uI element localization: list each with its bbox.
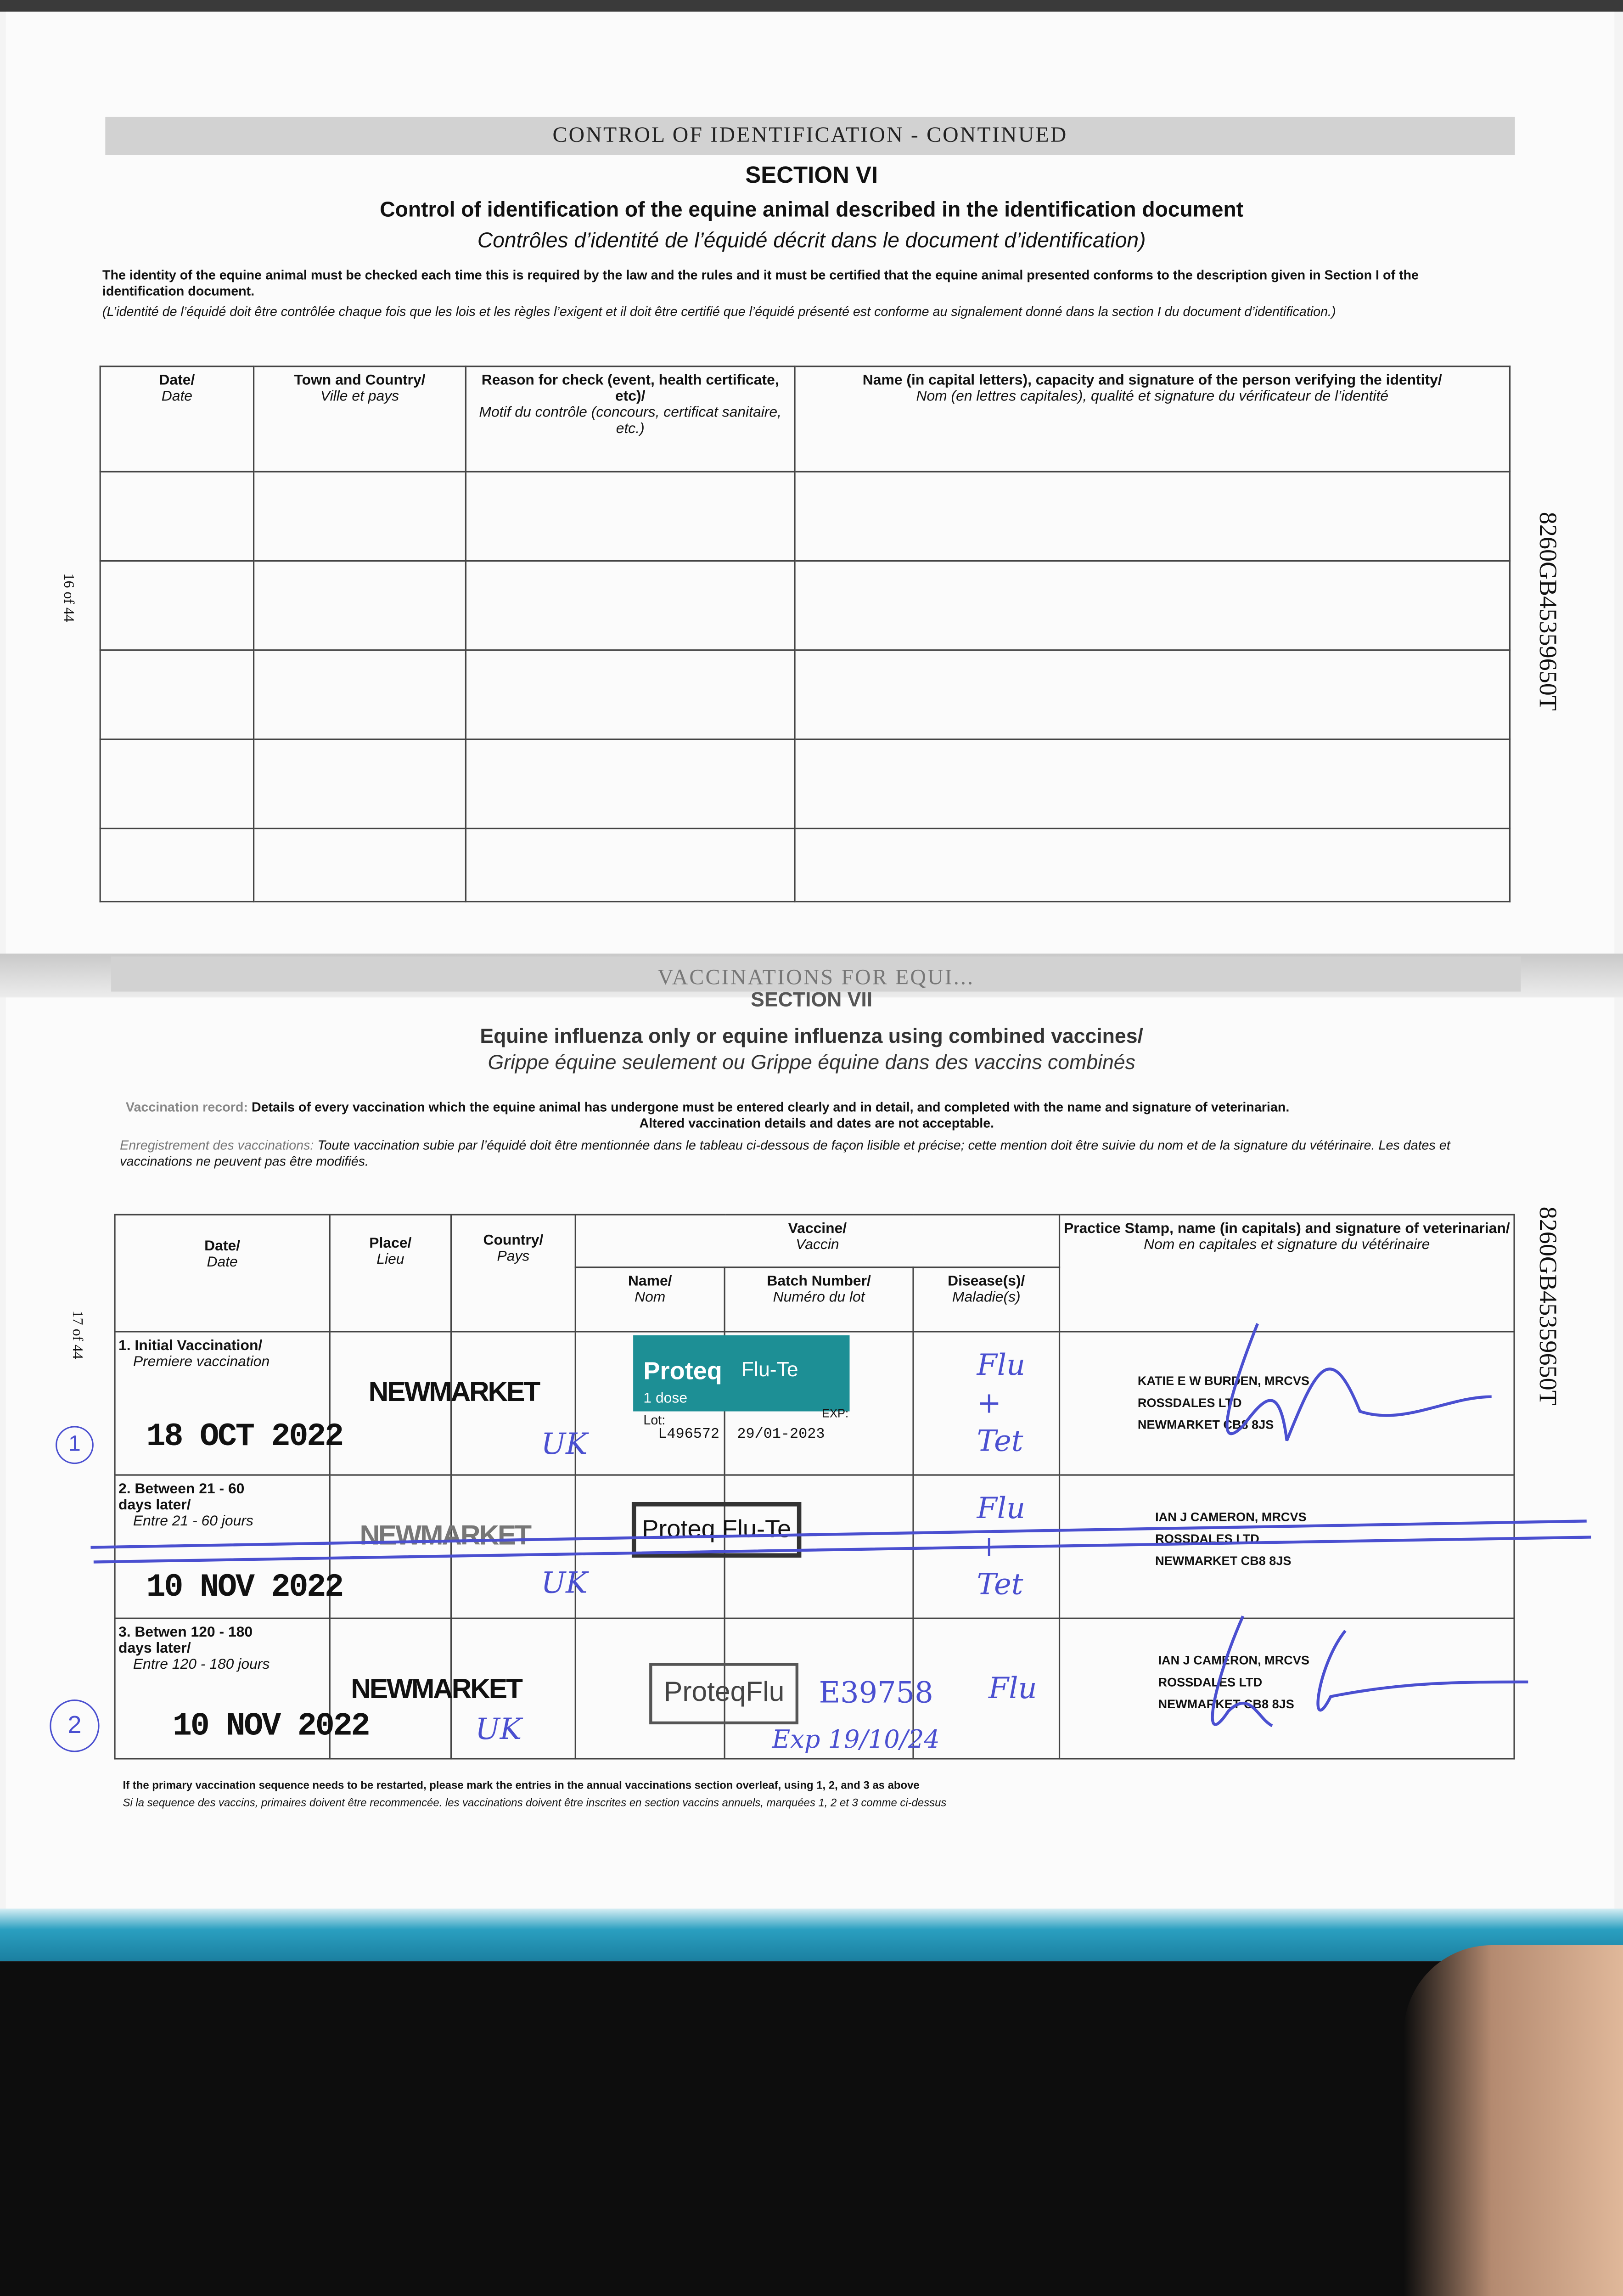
col-reason: Reason for check (event, health certificate, etc)/ Motif du contrôle (concours, certificat sanitaire, etc.) — [466, 366, 795, 472]
vet-signature — [1199, 1309, 1506, 1456]
date-stamp: 10 NOV 2022 — [172, 1708, 369, 1745]
date-stamp: 18 OCT 2022 — [146, 1418, 343, 1456]
intro-en: The identity of the equine animal must be checked each time this is required by the law and the rules and it must be certified that the equine animal presented conforms to the description given in Section I of the identification document. — [102, 267, 1419, 298]
scan-edge — [0, 0, 1623, 11]
col-batch: Batch Number/ Numéro du lot — [724, 1267, 913, 1332]
country-handwritten: UK — [541, 1426, 588, 1461]
page-number: 17 of 44 — [68, 1310, 85, 1359]
vet-stamp: KATIE E W BURDEN, MRCVS ROSSDALES LTD NEWMARKET CB8 8JS — [1137, 1373, 1309, 1432]
table-row — [100, 561, 1510, 650]
vaccine-stamp: ProteqFlu — [649, 1663, 799, 1724]
batch-handwritten: E39758 — [819, 1674, 933, 1710]
vet-stamp: IAN J CAMERON, MRCVS ROSSDALES LTD NEWMARKET CB8 8JS — [1158, 1653, 1309, 1711]
circled-mark: 2 — [50, 1699, 99, 1752]
title-fr: Contrôles d’identité de l’équidé décrit dans le document d’identification) — [477, 230, 1146, 253]
place-stamp: NEWMARKET — [359, 1521, 530, 1552]
disease-handwritten: Flu — [988, 1670, 1037, 1705]
col-town: Town and Country/ Ville et pays — [254, 366, 466, 472]
table-row — [100, 650, 1510, 739]
col-date: Date/ Date — [115, 1215, 330, 1332]
strikethrough-lines — [88, 1514, 1594, 1572]
place-stamp: NEWMARKET — [351, 1674, 522, 1705]
country-handwritten: UK — [475, 1711, 522, 1746]
col-vaccine-name: Name/ Nom — [575, 1267, 724, 1332]
title-en-2: Equine influenza only or equine influenza using combined vaccines/ — [480, 1024, 1143, 1047]
col-verifier: Name (in capital letters), capacity and signature of the person verifying the identity/ Nom (en lettres capitales), qualité et signature du vérificateur de l’identité — [795, 366, 1510, 472]
table-row: 1. Initial Vaccination/ Premiere vaccination — [115, 1332, 1514, 1475]
expiry-handwritten: Exp 19/10/24 — [772, 1726, 940, 1755]
date-stamp: 10 NOV 2022 — [146, 1569, 343, 1606]
header-bar-2: VACCINATIONS FOR EQUI... — [111, 957, 1521, 991]
vet-signature — [1170, 1609, 1535, 1756]
document-id: 8260GB45359650T — [1534, 512, 1562, 711]
col-disease: Disease(s)/ Maladie(s) — [913, 1267, 1060, 1332]
disease-handwritten: Flu + Tet — [977, 1347, 1026, 1458]
section-title: SECTION VI — [745, 163, 878, 189]
scanned-document: CONTROL OF IDENTIFICATION - CONTINUED SECTION VI Control of identification of the equine animal described in the identification document Contrôles d’identité de l’équidé décrit dans le document d’identification) The identity of the equine animal must be checked each time this is required by the law and the rules and it must be certified that the equine animal presented conforms to the description given in Section I of the identification document. (L’identité de l’équidé doit être contrôlée chaque fois que les lois et les règles l’exigent et il doit être certifié que l’équidé présenté est conforme au signalement donné dans la section I du document d’identification.) Date/ Date Town and Country/ Ville et pays Reason for check (event, health certificate, etc)/ Motif du contrôle (concours, certificat sanitaire, etc.) Name (in capital letters), capacity and signature of the person verifying the identity/ Nom (en lettres capitales), qualité et signature du vérificateur de l’identité 8260GB45359650T 16 of 44 VACCINATIONS FOR EQUI... SECTION VII Equine influenza only or equine influenza using combined vaccines/ Grippe équine seulement ou Grippe équine dans des vaccins combinés Vaccination record: Details of every vaccination which the equine animal has undergone must be entered clearly and in detail, and completed with the name and signature of veterinarian. Altered vaccination details and dates are not acceptable. Enregistrement des vaccinations: Toute vaccination subie par l’équidé doit être mentionnée dans le tableau ci-dessous de façon lisible et précise; cette mention doit être suivie du nom et de la signature du vétérinaire. Les dates et vaccinations ne peuvent pas être modifiés. Date/ Date Place/ Lieu Country/ Pays Vaccine/ Vaccin Practice Stamp, name (in capitals) and signature of veterinarian/ Nom en capitales et signature du vétérinaire Name/ Nom Batch Number/ Numéro du lot Disease(s)/ Maladie(s) 1. Initial Vaccination/ Premiere vaccination 2. Between 21 - 60 days later/ Entre 21 - 60 jours 3. Betwen 120 - 180 days later/ Entre 120 - 180 jours 18 OCT 2022 NEWMARKET UK Proteq Flu-Te 1 dose Lot: EXP: L496572 29/01-2023 Flu + Tet KATIE E W BURDEN, MRCVS ROSSDALES LTD NEWMARKET CB8 8JS 10 NOV 2022 NEWMARKET UK Proteq Flu-Te Flu + Tet IAN J CAMERON, MRCVS ROSSDALES LTD NEWMARKET CB8 8JS 10 NOV 2022 NEWMARKET UK ProteqFlu E39758 Exp 19/10/24 Flu IAN J CAMERON, MRCVS ROSSDALES LTD NEWMARKET CB8 8JS 1 2 If the primary vaccination sequence needs to be restarted, please mark the entries in the annual vaccinations section overleaf, using 1, 2, and 3 as above Si la sequence des vaccins, primaires doivent être recommencée. les vaccinations doivent être inscrites en section vaccins annuels, marquées 1, 2 et 3 comme ci-dessus 8260GB45359650T 17 of 44 — [0, 0, 1623, 2296]
section-title-2: SECTION VII — [751, 987, 873, 1011]
col-vaccine: Vaccine/ Vaccin — [575, 1215, 1059, 1267]
table-row — [100, 472, 1510, 561]
intro-fr: (L’identité de l’équidé doit être contrôlée chaque fois que les lois et les règles l’exigent et il doit être certifié que l’équidé présenté est conforme au signalement donné dans la section I du document d’identification.) — [102, 304, 1336, 319]
footnote-en: If the primary vaccination sequence needs to be restarted, please mark the entries in the annual vaccinations section overleaf, using 1, 2, and 3 as above — [123, 1778, 920, 1792]
record-fr: Enregistrement des vaccinations: Toute vaccination subie par l’équidé doit être mentionnée dans le tableau ci-dessous de façon lisible et précise; cette mention doit être suivie du nom et de la signature du vétérinaire. Les dates et vaccinations ne peuvent pas être modifiés. — [120, 1137, 1450, 1169]
passport-cover-edge — [0, 1908, 1623, 1961]
scanner-background — [0, 1961, 1623, 2296]
place-stamp: NEWMARKET — [368, 1378, 539, 1409]
document-id: 8260GB45359650T — [1534, 1206, 1562, 1406]
lot-number: L496572 29/01-2023 — [658, 1427, 825, 1444]
header-bar: CONTROL OF IDENTIFICATION - CONTINUED — [105, 117, 1515, 155]
vet-stamp: IAN J CAMERON, MRCVS ROSSDALES LTD NEWMARKET CB8 8JS — [1155, 1509, 1307, 1568]
page-number: 16 of 44 — [60, 573, 76, 622]
country-handwritten: UK — [541, 1564, 588, 1600]
circled-mark: 1 — [56, 1426, 94, 1464]
footnote-fr: Si la sequence des vaccins, primaires doivent être recommencée. les vaccinations doivent être inscrites en section vaccins annuels, marquées 1, 2 et 3 comme ci-dessus — [123, 1796, 947, 1809]
table-row: 2. Between 21 - 60 days later/ Entre 21 - 60 jours — [115, 1475, 1514, 1618]
hand-in-frame — [1404, 1945, 1623, 2296]
title-en: Control of identification of the equine animal described in the identification document — [380, 199, 1244, 223]
col-stamp: Practice Stamp, name (in capitals) and signature of veterinarian/ Nom en capitales et signature du vétérinaire — [1060, 1215, 1515, 1332]
table-row: 3. Betwen 120 - 180 days later/ Entre 120 - 180 jours — [115, 1618, 1514, 1759]
col-country: Country/ Pays — [451, 1215, 576, 1332]
table-row — [100, 828, 1510, 901]
record-en: Vaccination record: Details of every vaccination which the equine animal has undergone must be entered clearly and in detail, and completed with the name and signature of veterinarian. Altered vaccination details and dates are not acceptable. — [125, 1100, 1290, 1131]
vaccine-stamp: Proteq Flu-Te — [632, 1502, 802, 1558]
disease-handwritten: Flu + Tet — [977, 1490, 1026, 1602]
col-date: Date/ Date — [100, 366, 253, 472]
vaccine-label-sticker: Proteq Flu-Te 1 dose — [633, 1335, 849, 1412]
col-place: Place/ Lieu — [330, 1215, 451, 1332]
title-fr-2: Grippe équine seulement ou Grippe équine dans des vaccins combinés — [488, 1050, 1135, 1074]
table-row — [100, 739, 1510, 828]
identification-check-table — [100, 366, 1511, 902]
